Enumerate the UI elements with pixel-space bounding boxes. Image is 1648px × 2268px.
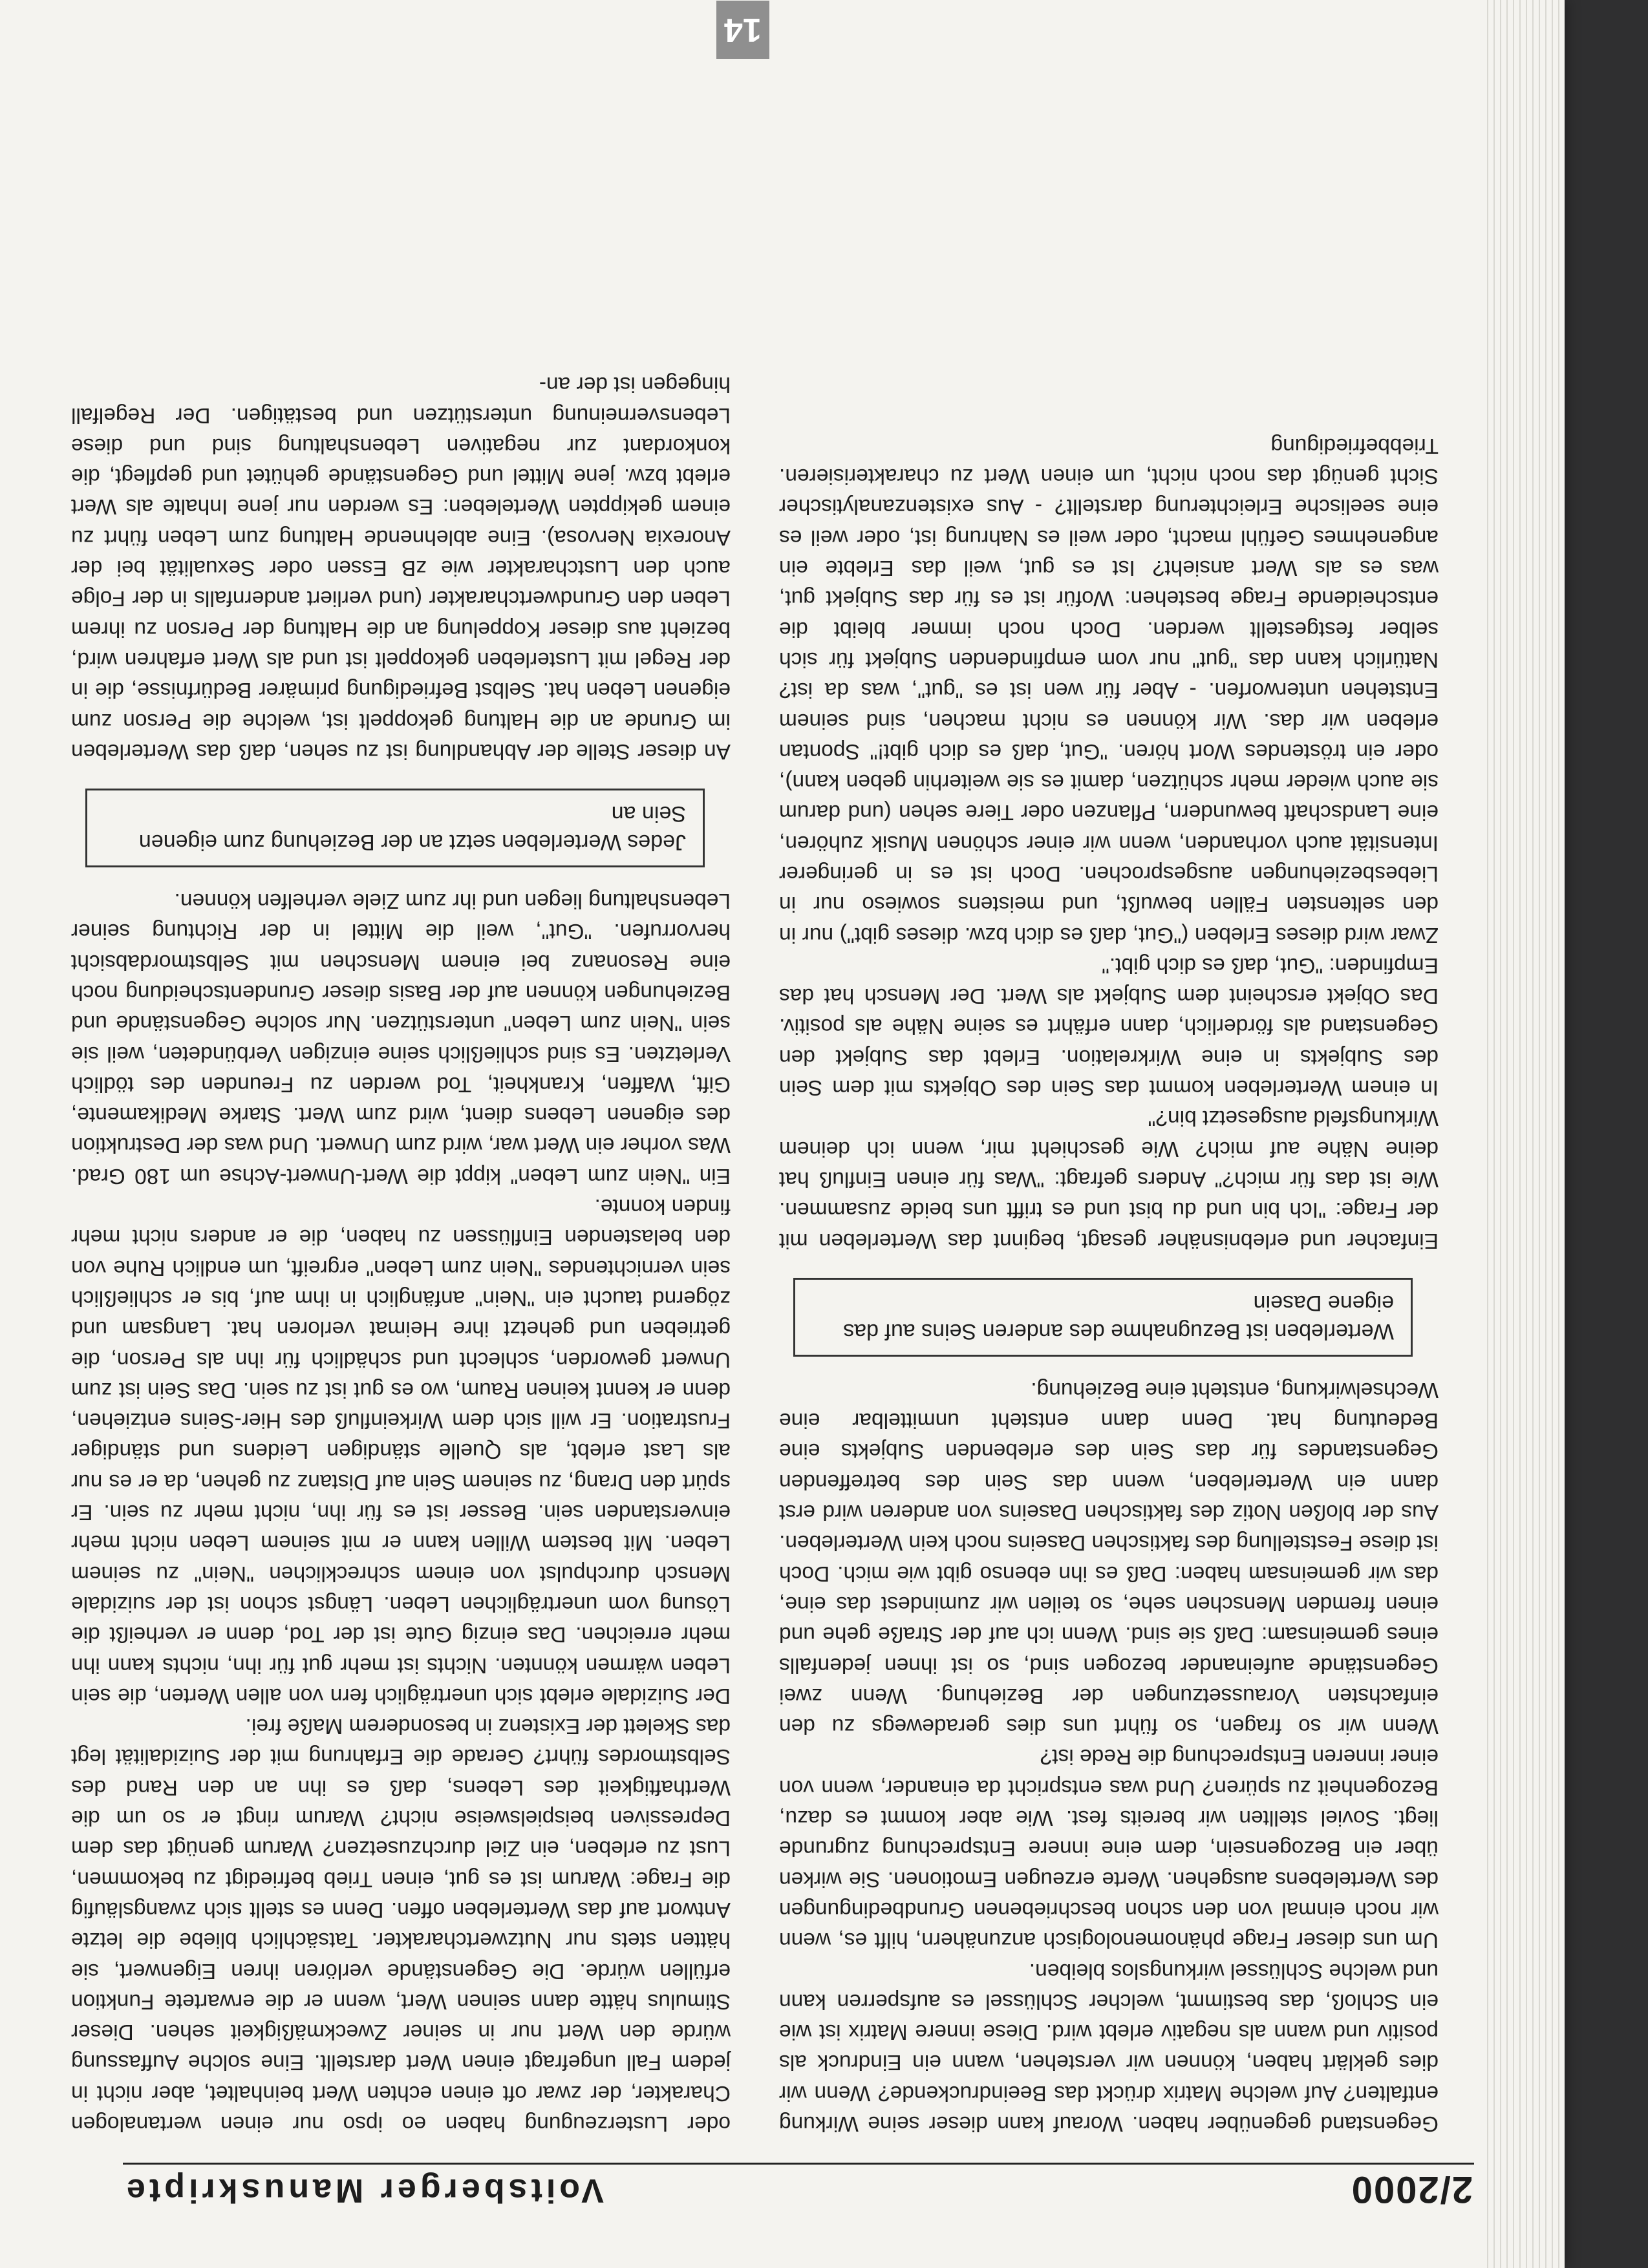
paragraph: In einem Werterleben kommt das Sein des Objekts mit dem Sein des Subjekts in eine Wirkrelation. Erlebt das Subjekt den Gegenstand als förderlich, dann erfährt es seine Nähe als positiv. Das Objekt erscheint dem Subjekt als Wert. Der Mensch hat das Empfinden: "Gut, daß es dich gibt." xyxy=(779,953,1439,1100)
paragraph: Einfacher und erlebnisnäher gesagt, beginnt das Werterleben mit der Frage: "Ich bin und du bist und es trifft uns beide zusammen. Wie ist das für mich?" Anders gefragt: "Was für einen Einfluß hat deine Nähe auf mich? Wie geschieht mir, wenn ich deinem Wirkungsfeld ausgesetzt bin?" xyxy=(779,1106,1439,1253)
page-header xyxy=(123,2163,1474,2223)
paragraph: An dieser Stelle der Abhandlung ist zu sehen, daß das Werterleben im Grunde an die Haltung gekoppelt ist, welche die Person zum eigenen Leben hat. Selbst Befriedigung primärer Bedürfnisse, die in der Regel mit Lusterleben gekoppelt ist und als Wert erfahren wird, bezieht aus dieser Koppelung an die Haltung der Person zu ihrem Leben den Grundwertcharakter (und verliert andernfalls in der Folge auch den Lustcharakter wie zB Essen oder Sexualität bei der Anorexia Nervosa). Eine ablehnende Haltung zum Leben führt zu einem gekippten Werteleben: Es werden nur jene Inhalte als Wert erlebt bzw. jene Mittel und Gegenstände gehütet und gepflegt, die konkordant zur negativen Lebenshaltung sind und diese Lebensverneinung unterstützen und bestätigen. Der Regelfall hingegen ist der an- xyxy=(71,372,731,763)
pull-quote: Werterleben ist Bezugnahme des anderen Seins auf das eigene Dasein xyxy=(793,1278,1413,1357)
pull-quote: Jedes Werterleben setzt an der Beziehung zum eigenen Sein an xyxy=(85,789,705,867)
issue-number: 2/2000 xyxy=(1350,2168,1473,2210)
paragraph: Um uns dieser Frage phänomenologisch anzunähern, hilft es, wenn wir noch einmal von den schon beschriebenen Grundbedingungen des Wertelebens ausgehen. Werte erzeugen Emotionen. Sie wirken über ein Bezogensein, dem eine innere Entsprechung zugrunde liegt. Soviel stellten wir bereits fest. Wie aber kommt es dazu, Bezogenheit zu spüren? Und was entspricht da einander, wenn von einer inneren Entsprechung die Rede ist? xyxy=(779,1744,1439,1953)
paragraph: Ein "Nein zum Leben" kippt die Wert-Unwert-Achse um 180 Grad. Was vorher ein Wert war, wird zum Unwert. Und was der Destruktion des eigenen Lebens dient, wird zum Wert. Starke Medikamente, Gift, Waffen, Krankheit, Tod werden zu Freunden des tödlich Verletzten. Es sind schließlich seine einzigen Verbündeten, weil sie sein "Nein zum Leben" unterstützen. Nur solche Gegenstände und Beziehungen können auf der Basis dieser Grundentscheidung noch eine Resonanz bei einem Menschen mit Selbstmordabsicht hervorrufen. "Gut", weil die Mittel in der Richtung seiner Lebenshaltung liegen und ihr zum Ziele verhelfen können. xyxy=(71,889,731,1188)
paragraph: Wenn wir so fragen, so führt uns dies geradewegs zu den einfachsten Voraussetzungen der Beziehung. Wenn zwei Gegenstände aufeinander bezogen sind, so ist ihnen jedenfalls eines gemeinsam: Daß sie sind. Wenn ich auf der Straße gehe und einen fremden Menschen sehe, so teilen wir zumindest das eine, das wir gemeinsam haben: Daß es ihn ebenso gibt wie mich. Doch ist diese Feststellung des faktischen Daseins noch kein Werterleben. Aus der bloßen Notiz des faktischen Daseins von anderen wird erst dann ein Werterleben, wenn das Sein des betreffenden Gegenstandes für das Sein des erlebenden Subjekts eine Bedeutung hat. Denn dann entsteht unmittelbar eine Wechselwirkung, entsteht eine Beziehung. xyxy=(779,1377,1439,1739)
left-column xyxy=(779,430,1439,2139)
page-number: 14 xyxy=(716,1,769,59)
paragraph: Zwar wird dieses Erleben ("Gut, daß es dich bzw. dieses gibt") nur in den seltensten Fällen bewußt, und meistens sowieso nur in Liebesbeziehungen ausgesprochen. Doch ist es in geringerer Intensität auch vorhanden, wenn wir einer schönen Musik zuhören, eine Landschaft bewundern, Pflanzen oder Tiere sehen (und darum sie auch wieder mehr schützen, damit es sie weiterhin geben kann), oder ein tröstendes Wort hören. "Gut, daß es dich gibt!" Spontan erleben wir das. Wir können es nicht machen, sind seinem Entstehen unterworfen. - Aber für wen ist es "gut", was da ist? Natürlich kann das "gut" nur vom empfindenden Subjekt für sich selber festgestellt werden. Doch noch immer bleibt die entscheidende Frage bestehen: Wofür ist es für das Subjekt gut, was es als Wert ansieht? Ist es gut, weil das Erlebte ein angenehmes Gefühl macht, oder weil es Nahrung ist, oder weil es eine seelische Erleichterung darstellt? - Aus existenzanalytischer Sicht genügt das noch nicht, um einen Wert zu charakterisieren. Triebbefriedigung xyxy=(779,433,1439,947)
paragraph: Der Suizidale erlebt sich unerträglich fern von allen Werten, die sein Leben wärmen könnten. Nichts ist mehr gut für ihn, nichts kann ihn mehr erreichen. Das einzig Gute ist der Tod, denn er verheißt die Lösung vom unerträglichen Leben. Längst schon ist der suizidale Mensch durchpulst von einem schrecklichen "Nein" zu seinem Leben. Mit bestem Willen kann er mit seinem Leben nicht mehr einverstanden sein. Besser ist es für ihn, nicht mehr zu sein. Er spürt den Drang, zu seinem Sein auf Distanz zu gehen, da er es nur als Last erlebt, als Quelle ständigen Leidens und ständiger Frustration. Er will sich dem Wirkeinfluß des Hier-Seins entziehen, denn er kennt keinen Raum, wo es gut ist zu sein. Das Sein ist zum Unwert geworden, schlecht und schädlich für ihn als Person, die getrieben und gehetzt ihre Heimat verloren hat. Langsam und zögernd taucht ein "Nein" anfänglich in ihm auf, bis er schließlich sein vernichtendes "Nein zum Leben" ergreift, um endlich Ruhe von den belastenden Einflüssen zu haben, die er anders nicht mehr finden konnte. xyxy=(71,1194,731,1708)
paragraph: Gegenstand gegenüber haben. Worauf kann dieser seine Wirkung entfalten? Auf welche Matrix drückt das Beeindruckende? Wenn wir dies geklärt haben, können wir verstehen, wann ein Eindruck als positiv und wann als negativ erlebt wird. Diese innere Matrix ist wie ein Schloß, das bestimmt, welcher Schlüssel es aufsperren kann und welche Schlüssel wirkungslos bleiben. xyxy=(779,1958,1439,2136)
magazine-title: Voitsberger Manuskripte xyxy=(123,2172,604,2209)
right-column xyxy=(71,369,731,2139)
paragraph: oder Lusterzeugung haben eo ipso nur einen wertanalogen Charakter, der zwar oft einen echten Wert beinhaltet, aber nicht in jedem Fall ungefragt einen Wert darstellt. Eine solche Auffassung würde den Wert nur in seiner Zweckmäßigkeit sehen. Dieser Stimulus hätte dann seinen Wert, wenn er die erwartete Funktion erfüllen würde. Die Gegenstände verlören ihren Eigenwert, sie hätten stets nur Nutzwertcharakter. Tatsächlich bliebe die letzte Antwort auf das Werterleben offen. Denn es stellt sich zwangsläufig die Frage: Warum ist es gut, einen Trieb befriedigt zu bekommen, Lust zu erleben, ein Ziel durchzusetzen? Warum genügt das dem Depressiven beispielsweise nicht? Warum ringt er so um die Werthaftigkeit des Lebens, daß es ihn an den Rand des Selbstmordes führt? Gerade die Erfahrung mit der Suizidalität legt das Skelett der Existenz in besonderem Maße frei. xyxy=(71,1714,731,2136)
